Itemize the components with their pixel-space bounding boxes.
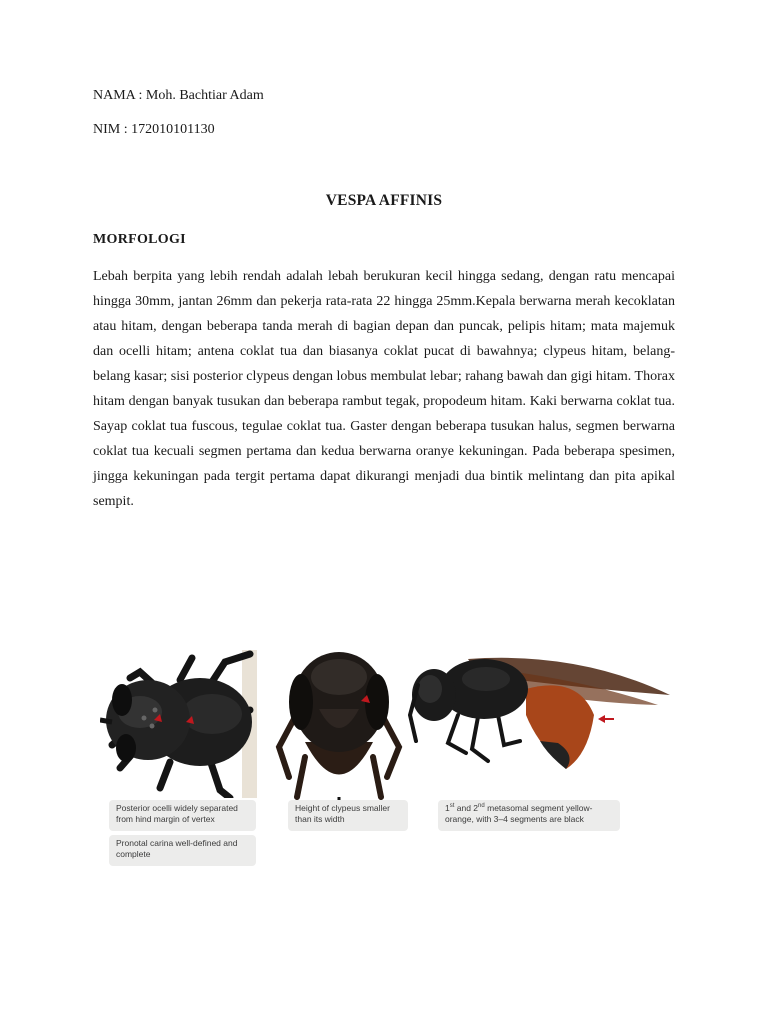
wasp-dorsal-photo (100, 650, 257, 798)
wasp-dorsal-image (100, 650, 257, 798)
caption-metasomal-text: metasomal segment yellow-orange, with 3–4 segments are black (445, 803, 593, 824)
document-title: VESPA AFFINIS (325, 192, 443, 209)
ordinal-suffix-second: nd (478, 803, 485, 810)
wasp-figure (100, 645, 680, 875)
caption-ocelli: Posterior ocelli widely separated from hind margin of vertex (109, 800, 256, 831)
student-name: NAMA : Moh. Bachtiar Adam (93, 88, 264, 103)
wasp-lateral-photo (408, 645, 676, 780)
student-id: NIM : 172010101130 (93, 122, 215, 137)
wasp-lateral-image (408, 645, 676, 780)
section-heading: MORFOLOGI (93, 232, 186, 247)
morphology-paragraph: Lebah berpita yang lebih rendah adalah lebah berukuran kecil hingga sedang, dengan ratu mencapai hingga 30mm, jantan 26mm dan pekerja rata-rata 22 hingga 25mm.Kepala berwarna merah kecoklatan atau hitam, dengan beberapa tanda merah di bagian depan dan puncak, pelipis hitam; mata majemuk dan ocelli hitam; antena coklat tua dan biasanya coklat pucat di bawahnya; clypeus hitam, belang-belang kasar; sisi posterior clypeus dengan lobus membulat lebar; rahang bawah dan gigi hitam. Thorax hitam dengan banyak tusukan dan beberapa rambut tegak, propodeum hitam. Kaki berwarna coklat tua. Sayap coklat tua fuscous, tegulae coklat tua. Gaster dengan beberapa tusukan halus, segmen berwarna coklat tua kecuali segmen pertama dan kedua berwarna oranye kekuningan. Pada beberapa spesimen, jingga kekuningan pada tergit pertama dapat dikurangi menjadi dua bintik melintang dan pita apikal sempit. (93, 269, 675, 509)
wasp-frontal-image (275, 647, 403, 800)
ordinal-suffix-first: st (449, 803, 455, 810)
caption-clypeus: Height of clypeus smaller than its width (288, 800, 408, 831)
caption-pronotal-carina: Pronotal carina well-defined and complete (109, 835, 256, 866)
caption-metasomal-segments: 1st and 2nd metasomal segment yellow-orange, with 3–4 segments are black (438, 800, 620, 831)
wasp-frontal-photo (275, 647, 403, 800)
